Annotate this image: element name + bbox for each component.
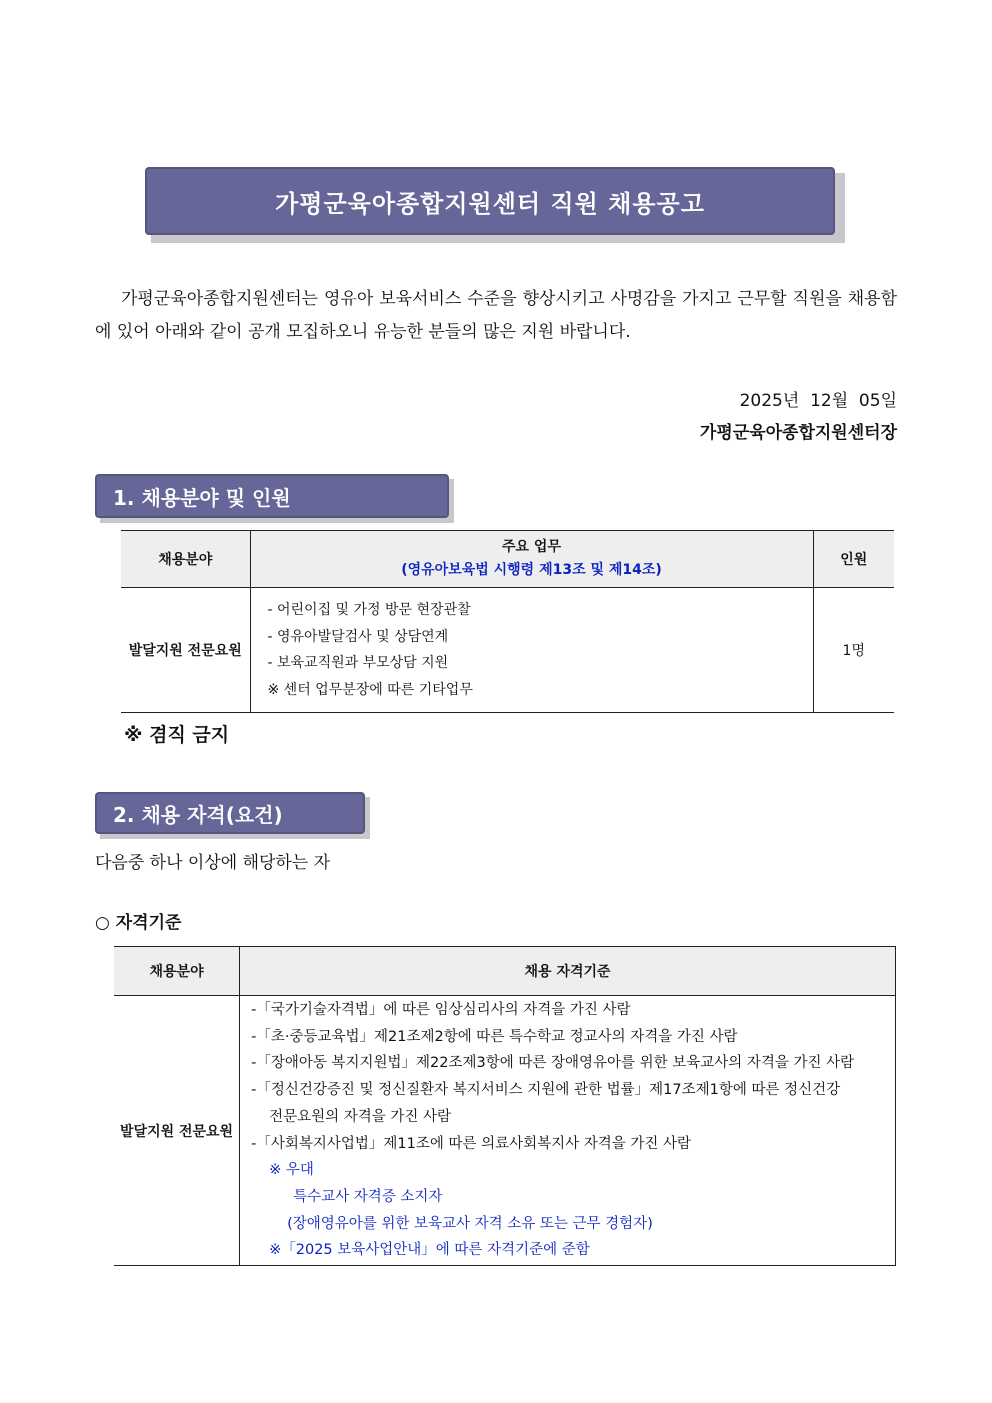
table-header-row bbox=[114, 947, 896, 996]
page-title: 가평군육아종합지원센터 직원 채용공고 bbox=[275, 189, 705, 218]
row-count: 1명 bbox=[813, 588, 894, 713]
criteria-item-continued: 전문요원의 자격을 가진 사람 bbox=[269, 1108, 452, 1125]
org-signature: 가평군육아종합지원센터장 bbox=[699, 423, 897, 443]
header-field: 채용분야 bbox=[121, 531, 250, 588]
table-row bbox=[121, 588, 894, 713]
criteria-heading: ○ 자격기준 bbox=[95, 913, 182, 933]
section2-heading-text: 2. 채용 자격(요건) bbox=[113, 802, 283, 827]
header-duty bbox=[250, 531, 813, 588]
row-criteria bbox=[240, 996, 896, 1266]
preference-heading: ※ 우대 bbox=[269, 1162, 314, 1179]
duty-item: ※ 센터 업무분장에 따른 기타업무 bbox=[267, 681, 473, 698]
table-header-row bbox=[121, 531, 894, 588]
header-field: 채용분야 bbox=[114, 947, 240, 996]
header-duty-label: 주요 업무 bbox=[502, 539, 561, 555]
staffing-table bbox=[121, 530, 894, 713]
row-field: 발달지원 전문요원 bbox=[114, 996, 240, 1266]
criteria-item: -「사회복지사업법」제11조에 따른 의료사회복지사 자격을 가진 사람 bbox=[251, 1135, 692, 1152]
criteria-item: -「초·중등교육법」제21조제2항에 따른 특수학교 정교사의 자격을 가진 사람 bbox=[251, 1028, 738, 1045]
preference-note: ※「2025 보육사업안내」에 따른 자격기준에 준함 bbox=[269, 1242, 590, 1259]
header-duty-sub: (영유아보육법 시행령 제13조 및 제14조) bbox=[401, 562, 662, 578]
header-criteria: 채용 자격기준 bbox=[240, 947, 896, 996]
intro-paragraph bbox=[95, 283, 897, 349]
duty-item: - 영유아발달검사 및 상담연계 bbox=[267, 628, 449, 645]
announcement-date: 2025년 12월 05일 bbox=[739, 391, 897, 411]
qualification-intro: 다음중 하나 이상에 해당하는 자 bbox=[95, 853, 331, 873]
section1-heading bbox=[95, 474, 449, 518]
table-row bbox=[114, 996, 896, 1266]
title-banner bbox=[145, 167, 835, 235]
no-dual-employment-note: ※ 겸직 금지 bbox=[124, 724, 230, 746]
row-duties bbox=[250, 588, 813, 713]
criteria-item: -「정신건강증진 및 정신질환자 복지서비스 지원에 관한 법률」제17조제1항에 따른 정신건강 bbox=[251, 1082, 841, 1099]
section1-heading-text: 1. 채용분야 및 인원 bbox=[113, 485, 291, 510]
criteria-table bbox=[114, 946, 896, 1266]
header-count: 인원 bbox=[813, 531, 894, 588]
preference-detail: (장애영유아를 위한 보육교사 자격 소유 또는 근무 경험자) bbox=[287, 1215, 653, 1232]
row-field: 발달지원 전문요원 bbox=[121, 588, 250, 713]
section2-heading bbox=[95, 792, 365, 834]
criteria-item: -「국가기술자격법」에 따른 임상심리사의 자격을 가진 사람 bbox=[251, 1002, 631, 1018]
duty-item: - 보육교직원과 부모상담 지원 bbox=[267, 655, 449, 671]
criteria-item: -「장애아동 복지지원법」제22조제3항에 따른 장애영유아를 위한 보육교사의 자격을 가진 사람 bbox=[251, 1055, 855, 1072]
preference-item: 특수교사 자격증 소지자 bbox=[293, 1188, 443, 1205]
intro-text: 가평군육아종합지원센터는 영유아 보육서비스 수준을 향상시키고 사명감을 가지고 근무할 직원을 채용함에 있어 아래와 같이 공개 모집하오니 유능한 분들의 많은 지원 바랍니다. bbox=[95, 289, 897, 342]
duty-item: - 어린이집 및 가정 방문 현장관찰 bbox=[267, 602, 471, 618]
